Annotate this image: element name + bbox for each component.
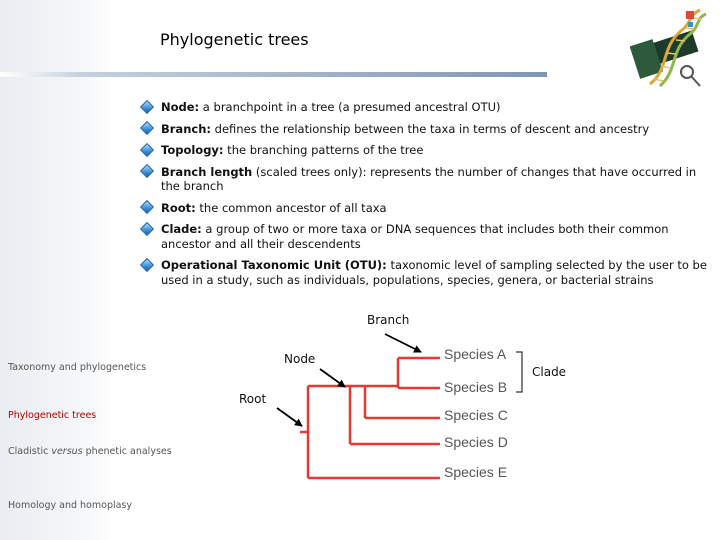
root-pointer-arrow xyxy=(277,408,302,426)
species-c-label: Species C xyxy=(444,407,508,423)
species-a-label: Species A xyxy=(444,346,507,362)
definition-otu: Operational Taxonomic Unit (OTU): taxonomic level of sampling selected by the user to be used in a study, such as individuals, populations, species, genera, or bacterial strains xyxy=(140,258,718,287)
species-e-label: Species E xyxy=(444,464,508,480)
sidebar-item-cladistic[interactable]: Cladistic versus phenetic analyses xyxy=(8,446,172,457)
label-root: Root xyxy=(239,392,267,406)
sidebar-item-phylogenetic-trees[interactable]: Phylogenetic trees xyxy=(8,410,97,421)
tree-branches xyxy=(300,358,440,478)
definition-branch-length: Branch length (scaled trees only): represents the number of changes that have occurred in the branch xyxy=(140,165,718,194)
clade-bracket xyxy=(516,352,522,392)
species-b-label: Species B xyxy=(444,379,508,395)
definition-node: Node: a branchpoint in a tree (a presumed ancestral OTU) xyxy=(140,100,718,115)
definition-clade: Clade: a group of two or more taxa or DNA sequences that includes both their common ancestor and all their descendents xyxy=(140,222,718,251)
node-pointer-arrow xyxy=(320,369,345,387)
species-d-label: Species D xyxy=(444,434,508,450)
definition-topology: Topology: the branching patterns of the tree xyxy=(140,143,718,158)
definition-root: Root: the common ancestor of all taxa xyxy=(140,201,718,216)
label-node: Node xyxy=(284,352,316,366)
label-branch: Branch xyxy=(367,313,410,327)
sidebar-item-homology[interactable]: Homology and homoplasy xyxy=(8,500,133,511)
page-title: Phylogenetic trees xyxy=(160,30,309,49)
definition-branch: Branch: defines the relationship between the taxa in terms of descent and ancestry xyxy=(140,122,718,137)
branch-pointer-arrow xyxy=(385,334,421,352)
sidebar-item-taxonomy[interactable]: Taxonomy and phylogenetics xyxy=(8,362,147,373)
label-clade: Clade xyxy=(532,365,567,379)
